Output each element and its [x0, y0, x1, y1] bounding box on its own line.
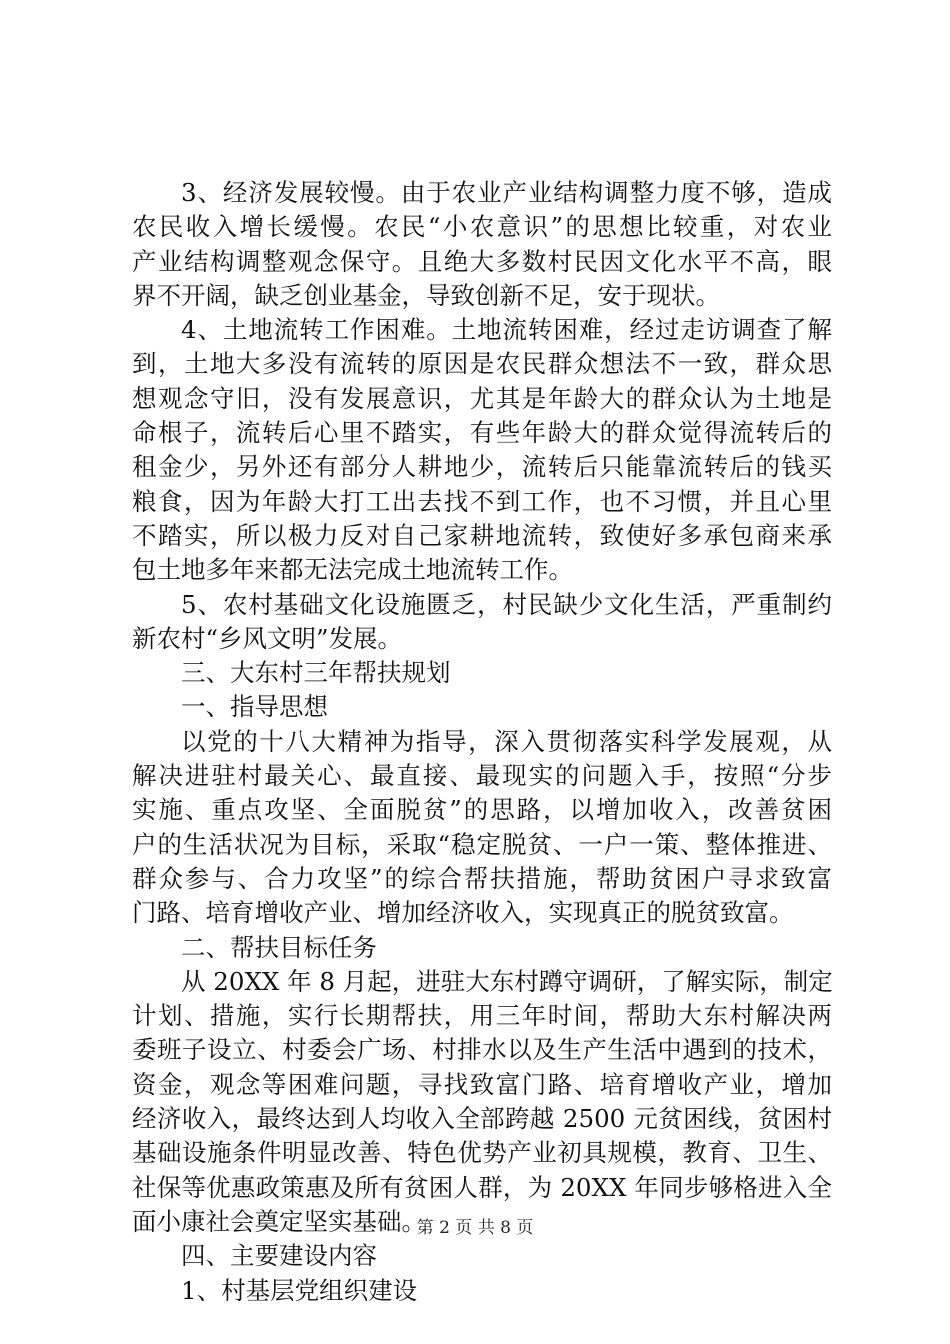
text-line: 二、帮扶目标任务	[181, 932, 377, 962]
text-line: 三、大东村三年帮扶规划	[181, 658, 451, 688]
text-line: 3、经济发展较慢。由于农业产业结构调整力度不够，造成	[181, 178, 832, 207]
text-line: 门路、培育增收产业、增加经济收入，实现真正的脱贫致富。	[132, 898, 794, 928]
text-line: 委班子设立、村委会广场、村排水以及生产生活中遇到的技术，	[132, 1035, 832, 1065]
text-line: 5、农村基础文化设施匮乏，村民缺少文化生活，严重制约	[181, 589, 832, 619]
text-line: 社保等优惠政策惠及所有贫困人群，为 20XX 年同步够格进入全	[132, 1172, 832, 1202]
text-line: 计划、措施，实行长期帮扶，用三年时间，帮助大东村解决两	[132, 1001, 832, 1031]
text-line: 到，土地大多没有流转的原因是农民群众想法不一致，群众思	[132, 349, 832, 379]
text-line: 1、村基层党组织建设	[181, 1275, 418, 1305]
text-line: 资金，观念等困难问题，寻找致富门路、培育增收产业，增加	[132, 1069, 832, 1099]
text-line: 户的生活状况为目标，采取“稳定脱贫、一户一策、整体推进、	[132, 829, 832, 859]
text-line: 新农村“乡风文明”发展。	[132, 623, 403, 653]
text-line: 农民收入增长缓慢。农民“小农意识”的思想比较重，对农业	[132, 212, 832, 242]
text-line: 粮食，因为年龄大打工出去找不到工作，也不习惯，并且心里	[132, 486, 832, 516]
text-line: 不踏实，所以极力反对自己家耕地流转，致使好多承包商来承	[132, 520, 832, 550]
text-line: 界不开阔，缺乏创业基金，导致创新不足，安于现状。	[132, 280, 720, 310]
text-line: 实施、重点攻坚、全面脱贫”的思路，以增加收入，改善贫困	[132, 795, 832, 825]
text-line: 一、指导思想	[181, 692, 328, 722]
text-line: 基础设施条件明显改善、特色优势产业初具规模，教育、卫生、	[132, 1138, 832, 1168]
text-line: 产业结构调整观念保守。且绝大多数村民因文化水平不高，眼	[132, 246, 832, 276]
text-line: 租金少，另外还有部分人耕地少，流转后只能靠流转后的钱买	[132, 452, 832, 482]
text-line: 命根子，流转后心里不踏实，有些年龄大的群众觉得流转后的	[132, 418, 832, 448]
page-footer: 第 2 页 共 8 页	[416, 1218, 534, 1238]
text-line: 4、土地流转工作困难。土地流转困难，经过走访调查了解	[181, 315, 832, 345]
text-line: 四、主要建设内容	[181, 1241, 377, 1271]
text-line: 解决进驻村最关心、最直接、最现实的问题入手，按照“分步	[132, 761, 832, 791]
document-body	[132, 176, 832, 1308]
text-line: 以党的十八大精神为指导，深入贯彻落实科学发展观，从	[181, 726, 832, 756]
text-line: 群众参与、合力攻坚”的综合帮扶措施，帮助贫困户寻求致富	[132, 863, 832, 893]
text-line: 从 20XX 年 8 月起，进驻大东村蹲守调研，了解实际，制定	[181, 966, 833, 996]
text-line: 想观念守旧，没有发展意识，尤其是年龄大的群众认为土地是	[132, 383, 832, 413]
text-line: 面小康社会奠定坚实基础。	[132, 1206, 426, 1236]
text-line: 经济收入，最终达到人均收入全部跨越 2500 元贫困线，贫困村	[132, 1104, 832, 1134]
text-line: 包土地多年来都无法完成土地流转工作。	[132, 555, 573, 585]
